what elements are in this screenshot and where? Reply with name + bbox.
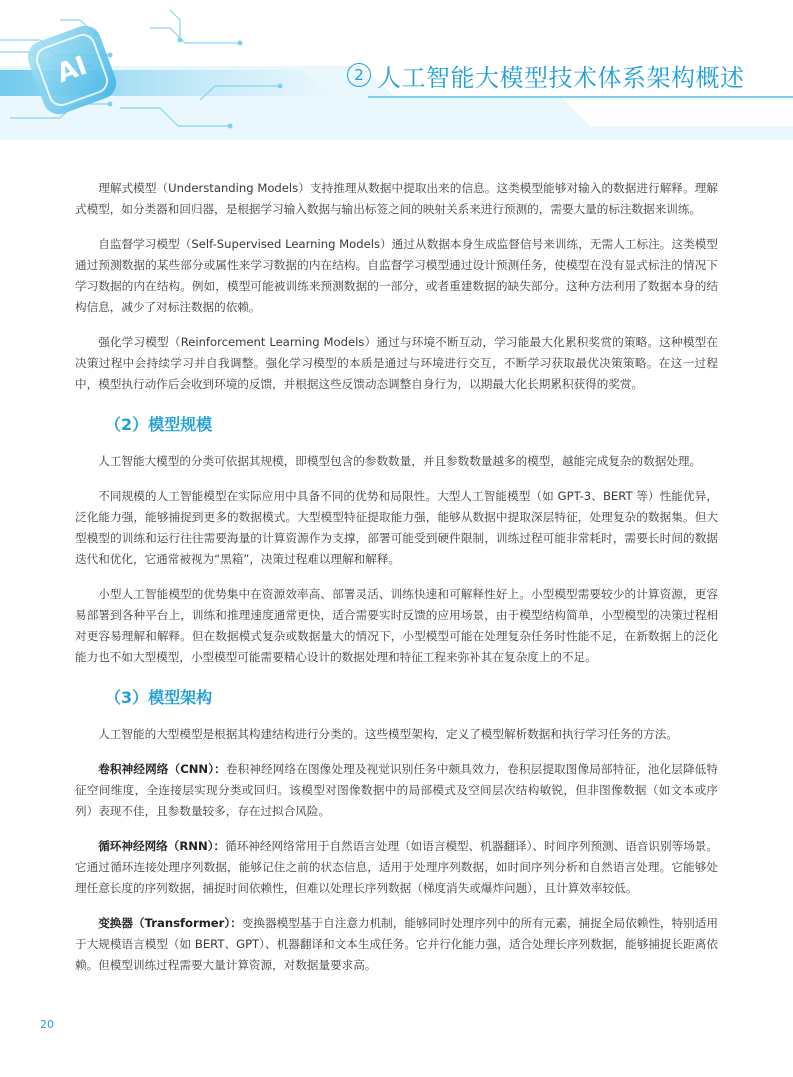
page-header (347, 58, 745, 92)
section-number-badge: 2 (347, 63, 371, 87)
page-number: 20 (40, 1018, 54, 1031)
transformer-description: 变换器模型基于自注意力机制，能够同时处理序列中的所有元素，捕捉全局依赖性，特别适用于大规模语言模型（如 BERT、GPT）、机器翻译和文本生成任务。它并行化能力强，适合处理长序列数据，能够捕捉长距离依赖。但模型训练过程需要大量计算资源，对数据量要求高。 (75, 916, 718, 972)
paragraph-self-supervised-models: 自监督学习模型（Self-Supervised Learning Models）通过从数据本身生成监督信号来训练，无需人工标注。这类模型通过预测数据的某些部分或属性来学习数据的内在结构。自监督学习模型通过设计预测任务，使模型在没有显式标注的情况下学习数据的内在结构。例如，模型可能被训练来预测数据的一部分，或者重建数据的缺失部分。这种方法利用了数据本身的结构信息，减少了对标注数据的依赖。 (75, 237, 718, 314)
term-rnn: 循环神经网络（RNN）： (98, 839, 226, 853)
term-cnn: 卷积神经网络（CNN）： (98, 762, 226, 776)
main-content (75, 178, 718, 990)
paragraph-large-models: 不同规模的人工智能模型在实际应用中具备不同的优势和局限性。大型人工智能模型（如 GPT-3、BERT 等）性能优异，泛化能力强，能够捕捉到更多的数据模式。大型模型特征提取能力强，能够从数据中提取深层特征，处理复杂的数据集。但大型模型的训练和运行往往需要海量的计算资源作为支撑，部署可能受到硬件限制，训练过程可能非常耗时，需要长时间的数据迭代和优化，它通常被视为“黑箱”，决策过程难以理解和解释。 (75, 489, 718, 566)
paragraph-architecture-intro: 人工智能的大型模型是根据其构建结构进行分类的。这些模型架构，定义了模型解析数据和执行学习任务的方法。 (98, 727, 678, 741)
paragraph-small-models: 小型人工智能模型的优势集中在资源效率高、部署灵活、训练快速和可解释性好上。小型模型需要较少的计算资源，更容易部署到各种平台上，训练和推理速度通常更快，适合需要实时反馈的应用场景，由于模型结构简单，小型模型的决策过程相对更容易理解和解释。但在数据模式复杂或数据量大的情况下，小型模型可能在处理复杂任务时性能不足，在新数据上的泛化能力也不如大型模型，小型模型可能需要精心设计的数据处理和特征工程来弥补其在复杂度上的不足。 (75, 587, 718, 664)
paragraph-understanding-models: 理解式模型（Understanding Models）支持推理从数据中提取出来的信息。这类模型能够对输入的数据进行解释。理解式模型，如分类器和回归器，是根据学习输入数据与输出标签之间的映射关系来进行预测的，需要大量的标注数据来训练。 (75, 181, 718, 216)
header-divider (368, 96, 793, 98)
rnn-description: 循环神经网络常用于自然语言处理（如语言模型、机器翻译）、时间序列预测、语音识别等场景。它通过循环连接处理序列数据，能够记住之前的状态信息，适用于处理序列数据，如时间序列分析和自然语言处理。它能够处理任意长度的序列数据，捕捉时间依赖性，但难以处理长序列数据（梯度消失或爆炸问题），且计算效率较低。 (75, 839, 718, 895)
section-heading-model-scale: （2）模型规模 (105, 415, 213, 434)
paragraph-scale-intro: 人工智能大模型的分类可依据其规模，即模型包含的参数数量，并且参数数量越多的模型，越能完成复杂的数据处理。 (98, 454, 702, 468)
cnn-description: 卷积神经网络在图像处理及视觉识别任务中颇具效力，卷积层提取图像局部特征，池化层降低特征空间维度，全连接层实现分类或回归。该模型对图像数据中的局部模式及空间层次结构敏锐，但非图像数据（如文本或序列）表现不佳，且参数量较多，存在过拟合风险。 (75, 762, 718, 818)
paragraph-rnn (75, 836, 718, 899)
paragraph-cnn (75, 759, 718, 822)
page-title: 人工智能大模型技术体系架构概述 (377, 63, 745, 92)
paragraph-reinforcement-models: 强化学习模型（Reinforcement Learning Models）通过与环境不断互动，学习能最大化累积奖赏的策略。这种模型在决策过程中会持续学习并自我调整。强化学习模型的本质是通过与环境进行交互，不断学习获取最优决策策略。在这一过程中，模型执行动作后会收到环境的反馈，并根据这些反馈动态调整自身行为，以期最大化长期累积获得的奖赏。 (75, 335, 718, 391)
term-transformer: 变换器（Transformer）： (98, 916, 242, 930)
paragraph-transformer (75, 913, 718, 976)
ai-badge-text: AI (52, 50, 92, 90)
section-heading-model-architecture: （3）模型架构 (105, 688, 213, 707)
